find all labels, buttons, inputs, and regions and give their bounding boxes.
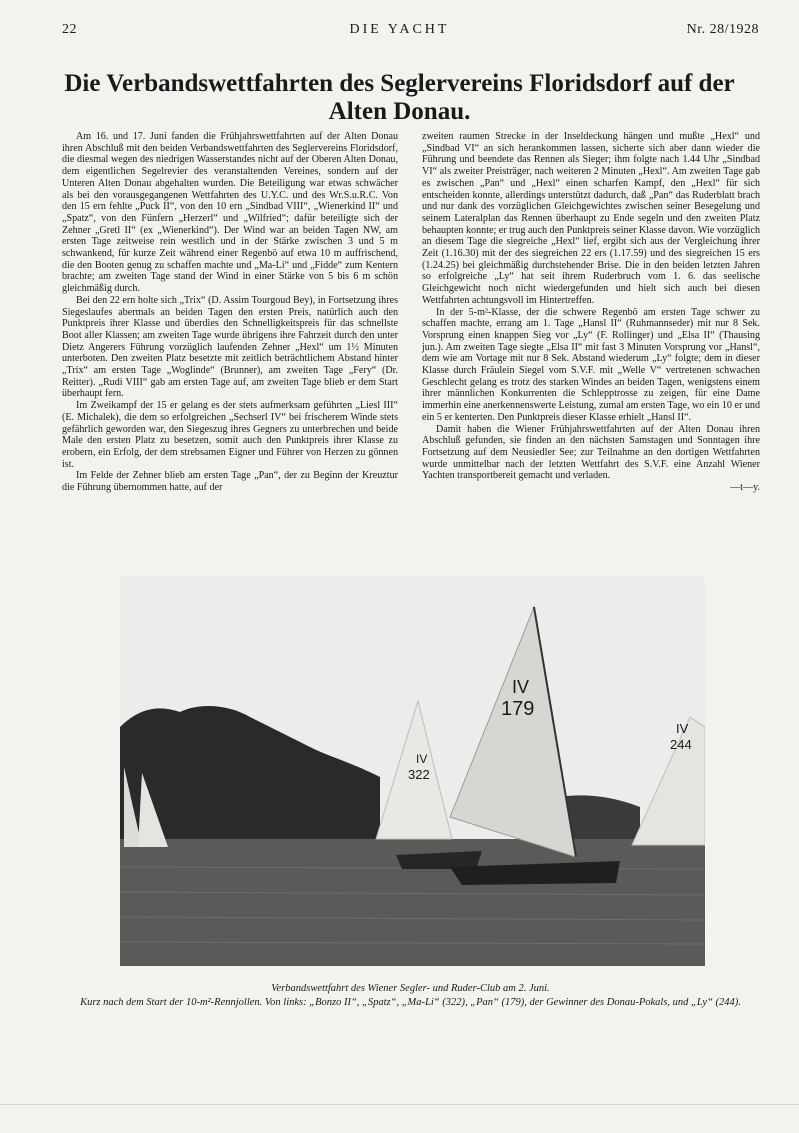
paragraph: Im Zweikampf der 15 er gelang es der stets aufmerksam geführten „Liesl III“ (E. Michalek), die dem so erfolgreichen „Sechserl IV“ bei frischerem Winde stets gefährlich geworden war, den Siegeszug ihres Gegners zu unterbrechen und beide Male den ersten Platz zu besetzen, somit auch den Punktpreis ihrer Klasse zu erobern, ein Erfolg, der dem strebsamen Eigner und Führer von Herzen zu gönnen ist. (62, 400, 398, 470)
author-signature: —t—y. (730, 482, 760, 494)
sail-number: IV (416, 752, 428, 766)
paragraph: Bei den 22 ern holte sich „Trix“ (D. Assim Tourgoud Bey), in Fortsetzung ihres Siegeslaufes abermals an beiden Tagen den ersten Preis, natürlich auch den Punktpreis ihrer Klasse und überdies den Schnelligkeitspreis für das schnellste Boot aller Klassen; am zweiten Tage wurde übrigens ihre Fahrzeit durch den unter Dietz Angerers Führung vorzüglich laufenden Zehner „Hexl“ um 1½ Minuten unterboten. Den zweiten Platz besetzte mit zeitlich beträchtlichem Abstand hinter „Trix“ am ersten Tage „Woglinde“ (Brunner), am zweiten Tage „Fery“ (Dr. Reitter). „Rudi VIII“ gab am ersten Tage auf, am zweiten Tage blieb er dem Start überhaupt fern. (62, 294, 398, 400)
paragraph: In der 5-m²-Klasse, der die schwere Regenbö am ersten Tage schwer zu schaffen machte, errang am 1. Tage „Hansl II“ (Ruhmannseder) mit nur 8 Sek. Vorsprung einen knappen Sieg vor „Ly“ (F. Rollinger) und „Elsa II“ (Thausing jun.). Am zweiten Tage siegte „Elsa II“ mit fast 3 Minuten Vorsprung vor „Hansl“, dem wie am Vortage mit nur 8 Sek. Abstand wiederum „Ly“ folgte; dem in dieser Klasse durch Fräulein Siegel vom S.V.F. mit „Welle V“ vertretenen schwachen Geschlecht gelang es trotz des starken Windes an beiden Tagen, wenigstens einem ihrer männlichen Konkurrenten die Schlepptrosse zu zeigen, für eine Dame immerhin eine anerkennenswerte Leistung, zumal am ersten Tage, wo ein 10 er und ein 5 er kenterten. Den Punktpreis dieser Klasse erhielt „Hansl II“. (422, 306, 760, 423)
paragraph: zweiten raumen Strecke in der Inseldeckung hängen und mußte „Hexl“ und „Sindbad VI“ an sich herankommen lassen, sicherte sich aber dann wieder die Führung und beendete das Rennen als Sieger; ihm folgte nach 1.44 Uhr „Sindbad VI“ als zweiter Preisträger, nach weiteren 2 Minuten „Hexl“. Am zweiten Tage gab es zwischen „Pan“ und „Hexl“ einen scharfen Kampf, den „Hexl“ für sich entscheiden konnte, allerdings unterstützt dadurch, daß „Pan“ das Ruderblatt brach und nur dank des vorzüglichen Gleichgewichtes zwischen seiner Besegelung und seinem Lateralplan das Rennen überhaupt zu Ende segeln und den zweiten Platz behaupten konnte; er trug auch den Punktpreis seiner Klasse davon. Wie vorzüglich an diesem Tage die siegreiche „Hexl“ lief, ergibt sich aus der Vergleichung ihrer Zeit (1.16.30) mit der des siegreichen 22 ers (1.17.59) und des siegreichen 15 ers (1.24.25) bei gleichmäßig durchstehender Brise. Die in den beiden letzten Jahren so erfolgreiche „Ly“ hat seit ihrem Ruderbruch vom 1. 6. das seelische Gleichgewicht noch nicht wiedergefunden und hielt sich auch bei diesen Wettfahrten achtungsvoll im Hintertreffen. (422, 131, 761, 306)
caption-line: Kurz nach dem Start der 10-m²-Rennjollen. Von links: „Bonzo II“, „Spatz“, „Ma-Li“ (322), „Pan“ (179), der Gewinner des Donau-Pokals, und „Ly“ (244). (80, 996, 741, 1008)
bottom-divider (0, 1104, 799, 1105)
sail-number: 322 (408, 767, 430, 782)
paragraph: Am 16. und 17. Juni fanden die Frühjahrswettfahrten auf der Alten Donau ihren Abschluß mit den beiden Verbandswettfahrten des Seglervereins Floridsdorf, die diesmal wegen des niedrigen Wasserstandes nicht auf der Oberen Alten Donau, dem eigentlichen Segelrevier des veranstaltenden Vereines, sondern auf der Unteren Alten Donau abgehalten wurden. Die Beteiligung war etwas schwächer als bei den vorausgegangenen Wettfahrten des U.Y.C. und des Wr.S.u.R.C. Von den 15 ern fehlte „Puck II“, von den 10 ern „Sindbad VIII“, „Wienerkind II“ und „Spatz“, von den Fünfern „Herzerl“ und „Wilfried“; dafür beteiligte sich der Zehner „Gretl II“ (ex „Wienerkind“). Der Wind war an beiden Tagen NW, am ersten Tage zeitweise rein westlich und in der Stärke zwischen 3 und 5 m schwankend, für kurze Zeit während einer Regenbö auf etwa 10 m auffrischend, die den Booten genug zu schaffen machte und „Ma-Li“ und „Fidde“ zum Kentern brachte; am zweiten Tage stand der Wind in einer Stärke von 5 bis 6 m schön gleichmäßig durch. (62, 131, 398, 295)
magazine-title: DIE YACHT (349, 22, 450, 37)
sail-number: IV (512, 677, 530, 697)
caption-line: Verbandswettfahrt des Wiener Segler- und Ruder-Club am 2. Juni. (271, 983, 550, 994)
photo-caption (62, 982, 759, 1009)
paragraph: Damit haben die Wiener Frühjahrswettfahrten auf der Alten Donau ihren Abschluß gefunden, sie finden an den nächsten Samstagen und Sonntagen ihre Fortsetzung auf dem Neusiedler See; zur Teilnahme an den dortigen Wettfahrten wurde unmittelbar nach der letzten Wettfahrt des S.V.F. eine Anzahl Wiener Yachten transportbereit gemacht und verladen. (422, 423, 760, 482)
page-number: 22 (62, 22, 77, 37)
sail-number: IV (676, 721, 689, 736)
sail-number: 244 (670, 737, 692, 752)
paragraph: Im Felde der Zehner blieb am ersten Tage „Pan“, der zu Beginn der Kreuztur die Führung übernommen hatte, auf der (62, 470, 398, 494)
article-column-left (62, 131, 398, 494)
regatta-photo (120, 577, 705, 966)
issue-number: Nr. 28/1928 (686, 22, 759, 37)
article-title: Die Verbandswettfahrten des Seglervereins Floridsdorf auf der Alten Donau. (64, 70, 735, 125)
article-column-right (422, 131, 760, 494)
sail-number: 179 (501, 698, 535, 720)
